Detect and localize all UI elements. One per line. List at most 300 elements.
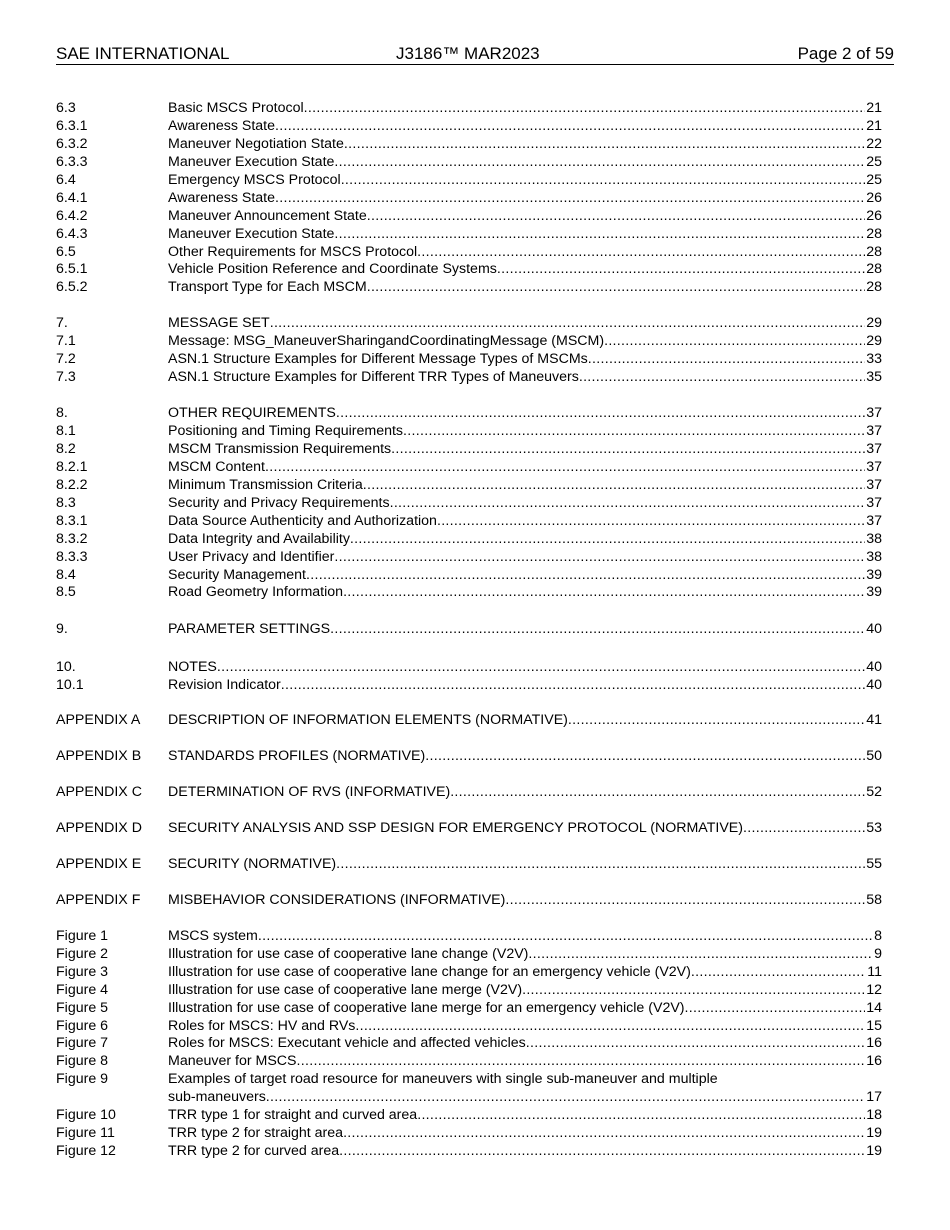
- toc-entry-line: [168, 677, 882, 695]
- toc-entry-line: [168, 1143, 882, 1161]
- toc-entry-line: [168, 1089, 882, 1107]
- toc-entry-page: 21: [866, 100, 882, 116]
- toc-entry-page: 17: [866, 1089, 882, 1106]
- dot-leader: [334, 154, 865, 172]
- dot-leader: [330, 621, 865, 639]
- section-gap: [56, 387, 882, 405]
- dot-leader: [450, 784, 865, 802]
- dot-leader: [350, 531, 865, 549]
- toc-entry-title: User Privacy and Identifier: [168, 548, 335, 565]
- page-number: Page 2 of 59: [797, 44, 894, 63]
- toc-entry-page: 25: [866, 171, 882, 188]
- toc-entry[interactable]: [56, 136, 882, 154]
- dot-leader: [334, 549, 865, 567]
- toc-entry-number: 8.5: [56, 584, 76, 601]
- toc-entry-line: [168, 567, 882, 585]
- dot-leader: [425, 748, 865, 766]
- dot-leader: [579, 369, 865, 387]
- dot-leader: [390, 495, 866, 513]
- toc-entry[interactable]: [56, 423, 882, 441]
- toc-entry-line: [168, 1125, 882, 1143]
- toc-entry-page: 15: [866, 1017, 882, 1034]
- toc-entry-line: [168, 659, 882, 677]
- toc-entry-number: 7.2: [56, 351, 76, 368]
- dot-leader: [604, 333, 865, 351]
- table-of-contents: [56, 100, 882, 1161]
- page-header: [56, 44, 894, 65]
- toc-entry-title: MSCM Content: [168, 458, 265, 475]
- toc-entry-number: Figure 4: [56, 981, 109, 998]
- toc-entry-number: APPENDIX B: [56, 748, 142, 765]
- toc-entry-title: PARAMETER SETTINGS: [168, 621, 331, 638]
- toc-entry-title: Minimum Transmission Criteria: [168, 476, 363, 493]
- dot-leader: [522, 982, 865, 1000]
- dot-leader: [281, 677, 865, 695]
- toc-entry-title: SECURITY ANALYSIS AND SSP DESIGN FOR EMERGENCY PROTOCOL (NORMATIVE): [168, 820, 743, 836]
- section-gap: [56, 695, 882, 712]
- toc-entry-title: TRR type 2 for curved area: [168, 1143, 340, 1160]
- section-gap: [56, 730, 882, 748]
- toc-entry[interactable]: [56, 477, 882, 495]
- toc-entry[interactable]: [56, 856, 882, 874]
- toc-entry-number: Figure 12: [56, 1143, 116, 1160]
- toc-entry[interactable]: [56, 154, 882, 172]
- toc-entry-page: 9: [874, 945, 882, 962]
- toc-entry[interactable]: [56, 513, 882, 531]
- toc-entry-number: 10.: [56, 659, 76, 676]
- toc-entry[interactable]: [56, 244, 882, 262]
- toc-entry[interactable]: [56, 982, 882, 1000]
- toc-entry-page: 12: [866, 981, 882, 998]
- toc-entry-title: Message: MSG_ManeuverSharingandCoordinatingMessage (MSCM): [168, 333, 605, 350]
- toc-entry[interactable]: [56, 584, 882, 602]
- dot-leader: [275, 118, 865, 136]
- dot-leader: [691, 964, 866, 982]
- toc-entry-line: [168, 279, 882, 297]
- dot-leader: [275, 190, 865, 208]
- toc-entry-page: 22: [866, 135, 882, 152]
- toc-entry-page: 25: [866, 153, 882, 170]
- toc-entry[interactable]: [56, 369, 882, 387]
- toc-entry-page: 39: [866, 584, 882, 601]
- toc-entry[interactable]: [56, 261, 882, 279]
- toc-entry-number: Figure 3: [56, 963, 109, 980]
- toc-entry-page: 19: [866, 1125, 882, 1142]
- toc-entry-line: [168, 1000, 882, 1018]
- dot-leader: [568, 712, 865, 730]
- toc-entry-page: 35: [866, 369, 882, 386]
- toc-entry-number: 7.1: [56, 333, 76, 350]
- toc-entry-number: Figure 11: [56, 1125, 115, 1142]
- toc-entry-number: Figure 10: [56, 1107, 116, 1124]
- toc-entry-title: Awareness State: [168, 117, 275, 134]
- toc-entry-line: [168, 513, 882, 531]
- toc-entry-number: Figure 7: [56, 1035, 109, 1052]
- toc-entry-number: 6.3.3: [56, 153, 88, 170]
- toc-entry-page: 41: [866, 712, 882, 729]
- dot-leader: [417, 244, 865, 262]
- toc-entry-number: 10.1: [56, 677, 84, 694]
- toc-entry-page: 37: [866, 440, 882, 457]
- dot-leader: [497, 261, 865, 279]
- toc-entry-line: [168, 892, 882, 910]
- toc-entry-number: Figure 2: [56, 945, 109, 962]
- toc-entry[interactable]: [56, 315, 882, 333]
- toc-entry-title: ASN.1 Structure Examples for Different Message Types of MSCMs: [168, 351, 588, 368]
- toc-entry-number: Figure 9: [56, 1071, 109, 1088]
- toc-entry-page: 29: [866, 333, 882, 350]
- toc-entry[interactable]: [56, 1035, 882, 1053]
- toc-entry-line: [168, 477, 882, 495]
- toc-entry-page: 19: [866, 1143, 882, 1160]
- toc-entry-line: [168, 136, 882, 154]
- toc-entry[interactable]: [56, 1018, 882, 1036]
- toc-entry-title: Illustration for use case of cooperative lane change (V2V): [168, 945, 529, 962]
- toc-entry-number: 6.3.2: [56, 135, 88, 152]
- toc-entry-number: APPENDIX E: [56, 855, 142, 872]
- toc-entry[interactable]: [56, 531, 882, 549]
- toc-entry-number: 6.5.2: [56, 279, 88, 296]
- dot-leader: [217, 659, 865, 677]
- toc-entry-title: Data Integrity and Availability: [168, 530, 350, 547]
- toc-entry[interactable]: [56, 659, 882, 677]
- dot-leader: [403, 423, 865, 441]
- dot-leader: [417, 1107, 865, 1125]
- toc-entry-title: Other Requirements for MSCS Protocol: [168, 243, 418, 260]
- toc-entry-title: Awareness State: [168, 189, 275, 206]
- section-gap: [56, 838, 882, 856]
- toc-entry[interactable]: [56, 1071, 882, 1089]
- toc-entry-title: Vehicle Position Reference and Coordinate Systems: [168, 261, 497, 278]
- toc-entry-line: [168, 351, 882, 369]
- toc-entry-title: DESCRIPTION OF INFORMATION ELEMENTS (NORMATIVE): [168, 712, 568, 729]
- toc-entry-page: 28: [866, 261, 882, 278]
- toc-entry[interactable]: [56, 226, 882, 244]
- toc-entry-page: 21: [866, 117, 882, 134]
- toc-entry-line: [168, 154, 882, 172]
- toc-entry-number: 6.3.1: [56, 117, 88, 134]
- toc-entry-line: [168, 315, 882, 333]
- dot-leader: [343, 1125, 865, 1143]
- toc-entry[interactable]: [56, 928, 882, 946]
- dot-leader: [266, 1089, 865, 1107]
- toc-entry-title: Emergency MSCS Protocol: [168, 171, 341, 188]
- dot-leader: [270, 315, 866, 333]
- toc-entry-title: OTHER REQUIREMENTS: [168, 405, 336, 422]
- toc-entry-page: 37: [866, 405, 882, 422]
- toc-entry-title: Positioning and Timing Requirements: [168, 423, 404, 439]
- section-gap: [56, 297, 882, 315]
- toc-entry-line: [168, 1071, 882, 1089]
- section-gap: [56, 766, 882, 784]
- toc-entry-page: 26: [866, 207, 882, 224]
- toc-entry-number: 9.: [56, 621, 68, 638]
- toc-entry[interactable]: [56, 459, 882, 477]
- dot-leader: [343, 584, 865, 602]
- toc-entry-title: Security Management: [168, 566, 307, 583]
- toc-entry-number: 8.: [56, 405, 68, 422]
- toc-entry-line: [168, 928, 882, 946]
- toc-entry[interactable]: [56, 1107, 882, 1125]
- toc-entry-title: Transport Type for Each MSCM: [168, 279, 367, 296]
- toc-entry-number: 7.3: [56, 369, 76, 386]
- toc-entry-line: [168, 208, 882, 226]
- toc-entry-line: [168, 244, 882, 262]
- toc-entry-number: 6.5: [56, 243, 76, 260]
- toc-entry-number: 7.: [56, 315, 68, 332]
- dot-leader: [437, 513, 865, 531]
- toc-entry-number: APPENDIX C: [56, 784, 142, 801]
- toc-entry-line: [168, 190, 882, 208]
- toc-entry-title: Data Source Authenticity and Authorization: [168, 512, 437, 529]
- toc-entry[interactable]: [56, 748, 882, 766]
- dot-leader: [341, 172, 866, 190]
- document-id: J3186™ MAR2023: [396, 44, 540, 63]
- toc-entry[interactable]: [56, 892, 882, 910]
- toc-entry-page: 16: [866, 1053, 882, 1070]
- dot-leader: [588, 351, 865, 369]
- toc-entry-number: 8.1: [56, 423, 76, 439]
- toc-entry-page: 38: [866, 530, 882, 547]
- dot-leader: [355, 1018, 865, 1036]
- dot-leader: [339, 1143, 865, 1161]
- toc-entry-line: [168, 405, 882, 423]
- publisher-name: SAE INTERNATIONAL: [56, 44, 230, 63]
- toc-entry-page: 11: [867, 963, 882, 980]
- toc-entry-number: Figure 1: [56, 927, 109, 944]
- toc-entry-title: Illustration for use case of cooperative lane change for an emergency vehicle (V2V): [168, 963, 691, 980]
- toc-entry-number: 6.3: [56, 100, 76, 116]
- toc-entry-line: [168, 226, 882, 244]
- toc-entry-title: Revision Indicator: [168, 677, 281, 694]
- toc-entry-page: 8: [874, 927, 882, 944]
- toc-entry-number: 8.2: [56, 440, 76, 457]
- toc-entry-page: 28: [866, 279, 882, 296]
- toc-entry[interactable]: [56, 100, 882, 118]
- toc-entry-number: 6.4.1: [56, 189, 88, 206]
- toc-entry-title: Security and Privacy Requirements: [168, 494, 390, 511]
- toc-entry-title: Maneuver Announcement State: [168, 207, 367, 224]
- section-gap: [56, 802, 882, 820]
- toc-entry-title: Examples of target road resource for maneuvers with single sub-maneuver and multiple: [168, 1071, 718, 1088]
- toc-entry-page: 50: [866, 748, 882, 765]
- toc-entry-title: Roles for MSCS: Executant vehicle and affected vehicles: [168, 1035, 526, 1052]
- toc-entry-page: 37: [866, 476, 882, 493]
- toc-entry[interactable]: [56, 279, 882, 297]
- toc-entry-page: 18: [866, 1107, 882, 1124]
- toc-entry-title: MSCM Transmission Requirements: [168, 440, 392, 457]
- dot-leader: [367, 279, 866, 297]
- toc-entry-number: Figure 6: [56, 1017, 109, 1034]
- toc-entry-line: [168, 261, 882, 279]
- toc-entry-line: [168, 584, 882, 602]
- toc-entry-page: 52: [866, 784, 882, 801]
- toc-entry[interactable]: [56, 1089, 882, 1107]
- toc-entry-line: [168, 423, 882, 441]
- toc-entry-page: 37: [866, 423, 882, 439]
- toc-entry-line: [168, 172, 882, 190]
- toc-entry-line: [168, 856, 882, 874]
- section-gap: [56, 874, 882, 892]
- toc-entry-line: [168, 1018, 882, 1036]
- toc-entry-number: 8.2.2: [56, 476, 88, 493]
- toc-entry-title: Maneuver Negotiation State: [168, 135, 344, 152]
- toc-entry-line: [168, 621, 882, 639]
- section-gap: [56, 639, 882, 659]
- toc-entry-title: Maneuver Execution State: [168, 153, 335, 170]
- dot-leader: [265, 459, 865, 477]
- toc-entry-title: MESSAGE SET: [168, 315, 270, 332]
- dot-leader: [344, 136, 865, 154]
- toc-entry-page: 14: [866, 999, 882, 1016]
- toc-entry-number: Figure 8: [56, 1053, 109, 1070]
- toc-entry-page: 16: [866, 1035, 882, 1052]
- toc-entry-line: [168, 459, 882, 477]
- toc-entry-title: Maneuver Execution State: [168, 225, 335, 242]
- toc-entry-line: [168, 820, 882, 838]
- toc-entry-page: 28: [866, 243, 882, 260]
- toc-entry-page: 37: [866, 494, 882, 511]
- toc-entry[interactable]: [56, 333, 882, 351]
- toc-entry[interactable]: [56, 946, 882, 964]
- dot-leader: [336, 405, 865, 423]
- toc-entry[interactable]: [56, 1000, 882, 1018]
- toc-entry[interactable]: [56, 351, 882, 369]
- toc-entry-number: Figure 5: [56, 999, 109, 1016]
- dot-leader: [258, 928, 873, 946]
- toc-entry-title: TRR type 1 for straight and curved area: [168, 1107, 418, 1124]
- toc-entry-title: STANDARDS PROFILES (NORMATIVE): [168, 748, 426, 765]
- toc-entry-title: Maneuver for MSCS: [168, 1053, 297, 1070]
- toc-entry-title: SECURITY (NORMATIVE): [168, 855, 337, 872]
- toc-entry-line: [168, 495, 882, 513]
- dot-leader: [505, 892, 865, 910]
- toc-entry-title: Illustration for use case of cooperative lane merge (V2V): [168, 981, 523, 998]
- toc-entry-title: Illustration for use case of cooperative lane merge for an emergency vehicle (V2V): [168, 999, 685, 1016]
- dot-leader: [391, 441, 865, 459]
- section-gap: [56, 602, 882, 621]
- toc-entry-title: sub-maneuvers: [168, 1089, 266, 1106]
- toc-entry[interactable]: [56, 208, 882, 226]
- toc-entry-line: [168, 748, 882, 766]
- dot-leader: [363, 477, 866, 495]
- toc-entry-title: DETERMINATION OF RVS (INFORMATIVE): [168, 784, 451, 801]
- toc-entry-line: [168, 1053, 882, 1071]
- toc-entry-line: [168, 549, 882, 567]
- dot-leader: [526, 1035, 865, 1053]
- toc-entry[interactable]: [56, 1053, 882, 1071]
- dot-leader: [334, 226, 865, 244]
- toc-entry-line: [168, 1107, 882, 1125]
- toc-entry-line: [168, 531, 882, 549]
- toc-entry-number: APPENDIX D: [56, 820, 142, 836]
- toc-entry-number: 8.3.2: [56, 530, 88, 547]
- toc-entry-line: [168, 712, 882, 730]
- toc-entry[interactable]: [56, 441, 882, 459]
- toc-entry[interactable]: [56, 784, 882, 802]
- toc-entry-title: TRR type 2 for straight area: [168, 1125, 344, 1142]
- toc-entry-number: 6.4: [56, 171, 76, 188]
- toc-entry-number: 8.3.1: [56, 512, 88, 529]
- toc-entry[interactable]: [56, 677, 882, 695]
- toc-entry[interactable]: [56, 172, 882, 190]
- toc-entry-line: [168, 964, 882, 982]
- toc-entry-number: 6.5.1: [56, 261, 88, 278]
- toc-entry[interactable]: [56, 621, 882, 639]
- toc-entry[interactable]: [56, 1143, 882, 1161]
- toc-entry-line: [168, 441, 882, 459]
- toc-entry-page: 37: [866, 512, 882, 529]
- toc-entry-title: MISBEHAVIOR CONSIDERATIONS (INFORMATIVE): [168, 891, 506, 908]
- toc-entry-page: 33: [866, 351, 882, 368]
- section-gap: [56, 910, 882, 928]
- toc-entry-number: 8.2.1: [56, 458, 88, 475]
- toc-entry-line: [168, 100, 882, 118]
- toc-entry-title: ASN.1 Structure Examples for Different TRR Types of Maneuvers: [168, 369, 579, 386]
- toc-entry-page: 40: [866, 621, 882, 638]
- toc-entry[interactable]: [56, 712, 882, 730]
- toc-entry-number: 8.3.3: [56, 548, 88, 565]
- toc-entry-number: 6.4.2: [56, 207, 88, 224]
- toc-entry-line: [168, 982, 882, 1000]
- dot-leader: [336, 856, 865, 874]
- toc-entry-line: [168, 946, 882, 964]
- toc-entry-number: 8.4: [56, 566, 76, 583]
- toc-entry-page: 38: [866, 548, 882, 565]
- toc-entry[interactable]: [56, 964, 882, 982]
- toc-entry[interactable]: [56, 190, 882, 208]
- toc-entry-number: APPENDIX A: [56, 712, 141, 729]
- toc-entry-page: 40: [866, 677, 882, 694]
- toc-entry[interactable]: [56, 820, 882, 838]
- toc-entry-page: 58: [866, 891, 882, 908]
- toc-entry[interactable]: [56, 405, 882, 423]
- toc-entry-title: NOTES: [168, 659, 217, 676]
- toc-entry-line: [168, 784, 882, 802]
- toc-entry-number: 6.4.3: [56, 225, 88, 242]
- toc-entry-number: APPENDIX F: [56, 891, 141, 908]
- toc-entry-page: 26: [866, 189, 882, 206]
- toc-entry[interactable]: [56, 495, 882, 513]
- toc-entry-page: 37: [866, 458, 882, 475]
- toc-entry-page: 55: [866, 855, 882, 872]
- toc-entry-title: MSCS system: [168, 927, 258, 944]
- dot-leader: [297, 1053, 866, 1071]
- dot-leader: [304, 100, 866, 118]
- toc-entry[interactable]: [56, 1125, 882, 1143]
- toc-entry-title: Road Geometry Information: [168, 584, 344, 601]
- toc-entry-title: Roles for MSCS: HV and RVs: [168, 1017, 356, 1034]
- toc-entry[interactable]: [56, 118, 882, 136]
- dot-leader: [306, 567, 865, 585]
- toc-entry-line: [168, 333, 882, 351]
- toc-entry-title: Basic MSCS Protocol: [168, 100, 304, 116]
- dot-leader: [367, 208, 865, 226]
- toc-entry[interactable]: [56, 567, 882, 585]
- toc-entry-line: [168, 1035, 882, 1053]
- dot-leader: [528, 946, 873, 964]
- toc-entry-page: 28: [866, 225, 882, 242]
- toc-entry-number: 8.3: [56, 494, 76, 511]
- toc-entry-page: 53: [866, 820, 882, 836]
- dot-leader: [743, 820, 865, 838]
- toc-entry-page: 29: [866, 315, 882, 332]
- toc-entry-line: [168, 369, 882, 387]
- dot-leader: [685, 1000, 866, 1018]
- toc-entry[interactable]: [56, 549, 882, 567]
- toc-entry-line: [168, 118, 882, 136]
- toc-entry-page: 40: [866, 659, 882, 676]
